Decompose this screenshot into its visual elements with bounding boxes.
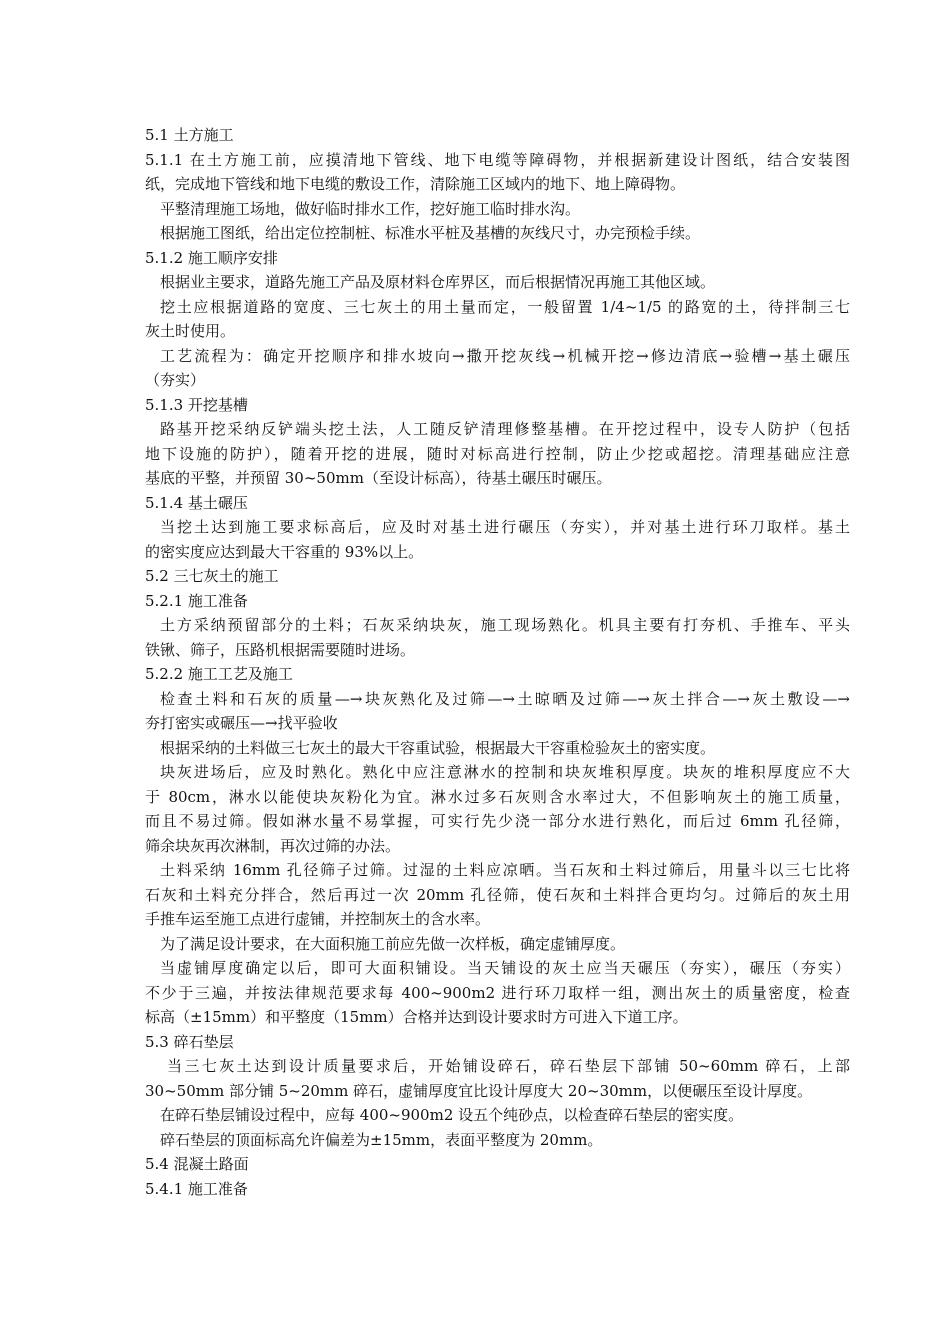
document-body (145, 123, 850, 1201)
paragraph-line: 灰土时使用。 (145, 322, 236, 340)
paragraph-line: 的密实度应达到最大干容重的 93%以上。 (145, 542, 424, 561)
paragraph-line: 工艺流程为：确定开挖顺序和排水坡向→撒开挖灰线→机械开挖→修边清底→验槽→基土碾压 (160, 346, 850, 365)
paragraph-line: 30~50mm 部分铺 5~20mm 碎石，虚铺厚度宜比设计厚度大 20~30mm，以便碾压至设计厚度。 (145, 1081, 813, 1100)
paragraph-line: 当挖土达到施工要求标高后，应及时对基土进行碾压（夯实），并对基土进行环刀取样。基土 (160, 518, 850, 536)
paragraph-line: 石灰和土料充分拌合，然后再过一次 20mm 孔径筛，使石灰和土料拌合更均匀。过筛后的灰土用 (145, 885, 850, 904)
section-heading: 5.2 三七灰土的施工 (145, 567, 279, 585)
paragraph-line: 土料采纳 16mm 孔径筛子过筛。过湿的土料应凉晒。当石灰和土料过筛后，用量斗以三七比将 (160, 861, 850, 879)
paragraph-line: 于 80cm，淋水以能使块灰粉化为宜。淋水过多石灰则含水率过大，不但影响灰土的施工质量， (145, 787, 850, 806)
paragraph-line: 当虚铺厚度确定以后，即可大面积铺设。当天铺设的灰土应当天碾压（夯实），碾压（夯实） (160, 959, 850, 977)
paragraph-line: 在碎石垫层铺设过程中，应每 400~900m2 设五个纯砂点，以检查碎石垫层的密实度。 (160, 1106, 744, 1124)
paragraph-line: 不少于三遍，并按法律规范要求每 400~900m2 进行环刀取样一组，测出灰土的质量密度，检查 (145, 983, 850, 1002)
paragraph-line: 检查土料和石灰的质量—→块灰熟化及过筛—→土晾晒及过筛—→灰土拌合—→灰土敷设—→ (160, 689, 850, 708)
paragraph-line: 根据施工图纸，给出定位控制桩、标准水平桩及基槽的灰线尺寸，办完预检手续。 (160, 224, 701, 242)
section-heading: 5.1.4 基土碾压 (145, 493, 248, 512)
paragraph-line: 碎石垫层的顶面标高允许偏差为±15mm，表面平整度为 20mm。 (160, 1130, 603, 1149)
paragraph-line: 根据业主要求，道路先施工产品及原材料仓库界区，而后根据情况再施工其他区域。 (160, 273, 716, 291)
section-heading: 5.1.3 开挖基槽 (145, 395, 248, 414)
paragraph-line: 基底的平整，并预留 30~50mm（至设计标高），待基土碾压时碾压。 (145, 469, 612, 487)
paragraph-line: 夯打密实或碾压—→找平验收 (145, 714, 338, 732)
paragraph-line: 平整清理施工场地，做好临时排水工作，挖好施工临时排水沟。 (160, 199, 581, 218)
paragraph-line: 路基开挖采纳反铲端头挖土法，人工随反铲清理修整基槽。在开挖过程中，设专人防护（包括 (160, 420, 850, 438)
paragraph-line: 铁锹、筛子，压路机根据需要随时进场。 (145, 640, 416, 659)
section-heading: 5.2.1 施工准备 (145, 591, 248, 610)
paragraph-line: 为了满足设计要求，在大面积施工前应先做一次样板，确定虚铺厚度。 (160, 934, 626, 953)
paragraph-line: 手推车运至施工点进行虚铺，并控制灰土的含水率。 (145, 910, 491, 928)
paragraph-line: 当三七灰土达到设计质量要求后，开始铺设碎石，碎石垫层下部铺 50~60mm 碎石，上部 (167, 1057, 850, 1075)
paragraph-line: 根据采纳的土料做三七灰土的最大干容重试验，根据最大干容重检验灰土的密实度。 (160, 738, 716, 757)
paragraph-line: 块灰进场后，应及时熟化。熟化中应注意淋水的控制和块灰堆积厚度。块灰的堆积厚度应不大 (160, 763, 850, 781)
paragraph-line: 标高（±15mm）和平整度（15mm）合格并达到设计要求时方可进入下道工序。 (145, 1008, 688, 1026)
section-heading: 5.1.2 施工顺序安排 (145, 248, 278, 267)
paragraph-line: 5.1.1 在土方施工前，应摸清地下管线、地下电缆等障碍物，并根据新建设计图纸，结合安装图 (145, 150, 850, 169)
paragraph-line: 挖土应根据道路的宽度、三七灰土的用土量而定，一般留置 1/4~1/5 的路宽的土，待拌制三七 (160, 297, 850, 316)
section-heading: 5.4 混凝土路面 (145, 1155, 249, 1173)
section-heading: 5.3 碎石垫层 (145, 1032, 234, 1051)
paragraph-line: 土方采纳预留部分的土料；石灰采纳块灰，施工现场熟化。机具主要有打夯机、手推车、平头 (160, 616, 850, 634)
paragraph-line: 地下设施的防护），随着开挖的进展，随时对标高进行控制，防止少挖或超挖。清理基础应注意 (145, 444, 850, 463)
section-heading: 5.2.2 施工工艺及施工 (145, 665, 293, 683)
paragraph-line: （夯实） (145, 371, 206, 389)
paragraph-line: 而且不易过筛。假如淋水量不易掌握，可实行先少浇一部分水进行熟化，而后过 6mm 孔径筛， (145, 812, 850, 830)
paragraph-line: 纸，完成地下管线和地下电缆的敷设工作，清除施工区域内的地下、地上障碍物。 (145, 175, 686, 193)
section-heading: 5.1 土方施工 (145, 126, 234, 144)
section-heading: 5.4.1 施工准备 (145, 1179, 248, 1198)
paragraph-line: 筛余块灰再次淋制，再次过筛的办法。 (145, 836, 401, 855)
